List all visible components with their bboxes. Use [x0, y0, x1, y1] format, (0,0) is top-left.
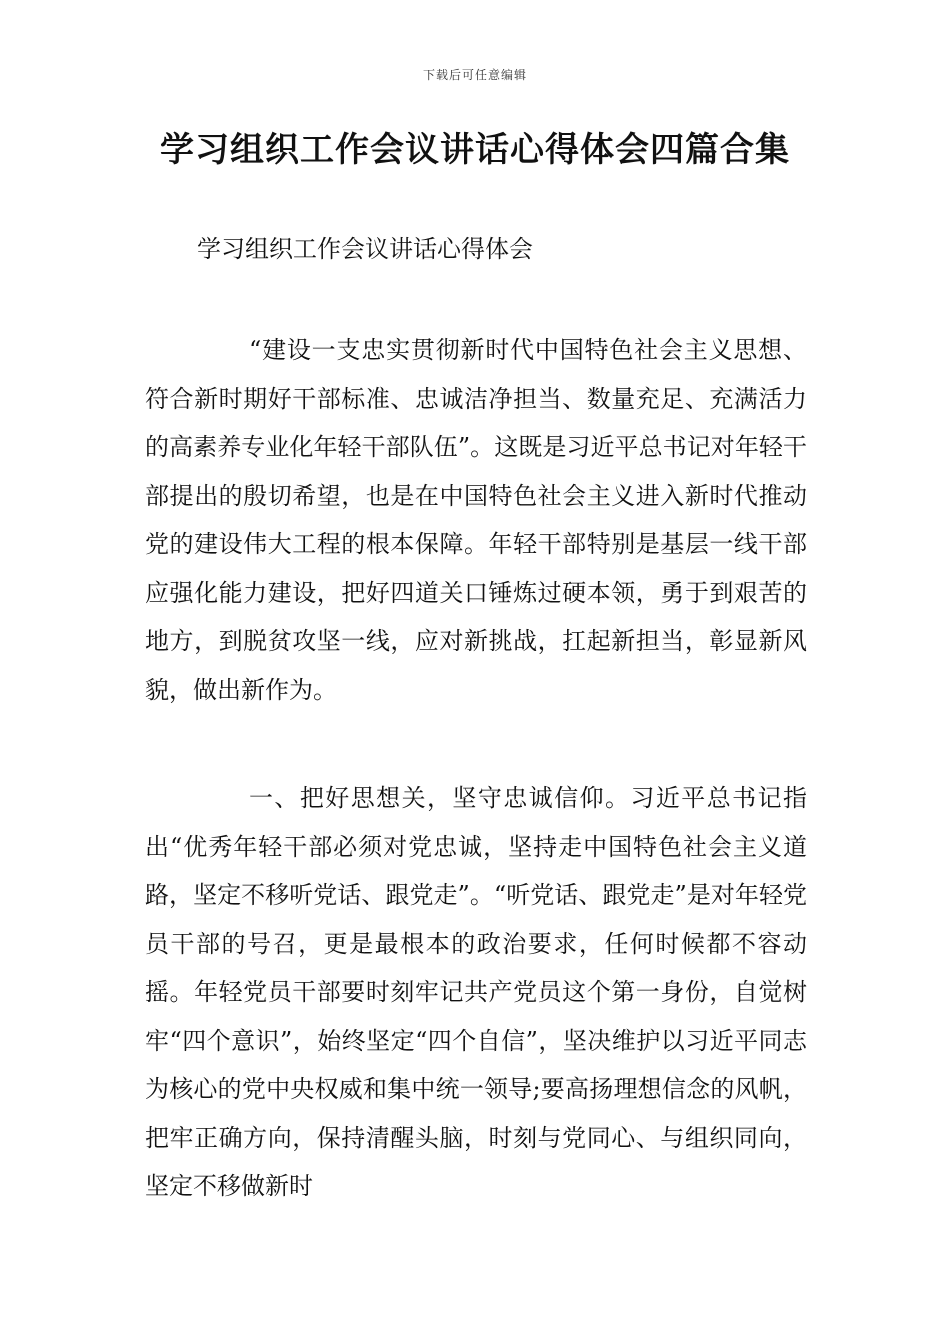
- header-note: 下载后可任意编辑: [422, 68, 527, 82]
- body-paragraph: 一、把好思想关，坚守忠诚信仰。习近平总书记指出“优秀年轻干部必须对党忠诚，坚持走中国特色社会主义道路，坚定不移听党话、跟党走”。“听党话、跟党走”是对年轻党员干部的号召，更是最根本的政治要求，任何时候都不容动摇。年轻党员干部要时刻牢记共产党员这个第一身份，自觉树牢“四个意识”，始终坚定“四个自信”，坚决维护以习近平同志为核心的党中央权威和集中统一领导;要高扬理想信念的风帆，把牢正确方向，保持清醒头脑，时刻与党同心、与组织同向，坚定不移做新时: [145, 784, 807, 1200]
- section-subtitle: 学习组织工作会议讲话心得体会: [197, 235, 533, 263]
- document-title: 学习组织工作会议讲话心得体会四篇合集: [160, 130, 790, 170]
- body-paragraph: “建设一支忠实贯彻新时代中国特色社会主义思想、符合新时期好干部标准、忠诚洁净担当、数量充足、充满活力的高素养专业化年轻干部队伍”。这既是习近平总书记对年轻干部提出的殷切希望，也是在中国特色社会主义进入新时代推动党的建设伟大工程的根本保障。年轻干部特别是基层一线干部应强化能力建设，把好四道关口锤炼过硬本领，勇于到艰苦的地方，到脱贫攻坚一线，应对新挑战，扛起新担当，彰显新风貌，做出新作为。: [145, 336, 807, 704]
